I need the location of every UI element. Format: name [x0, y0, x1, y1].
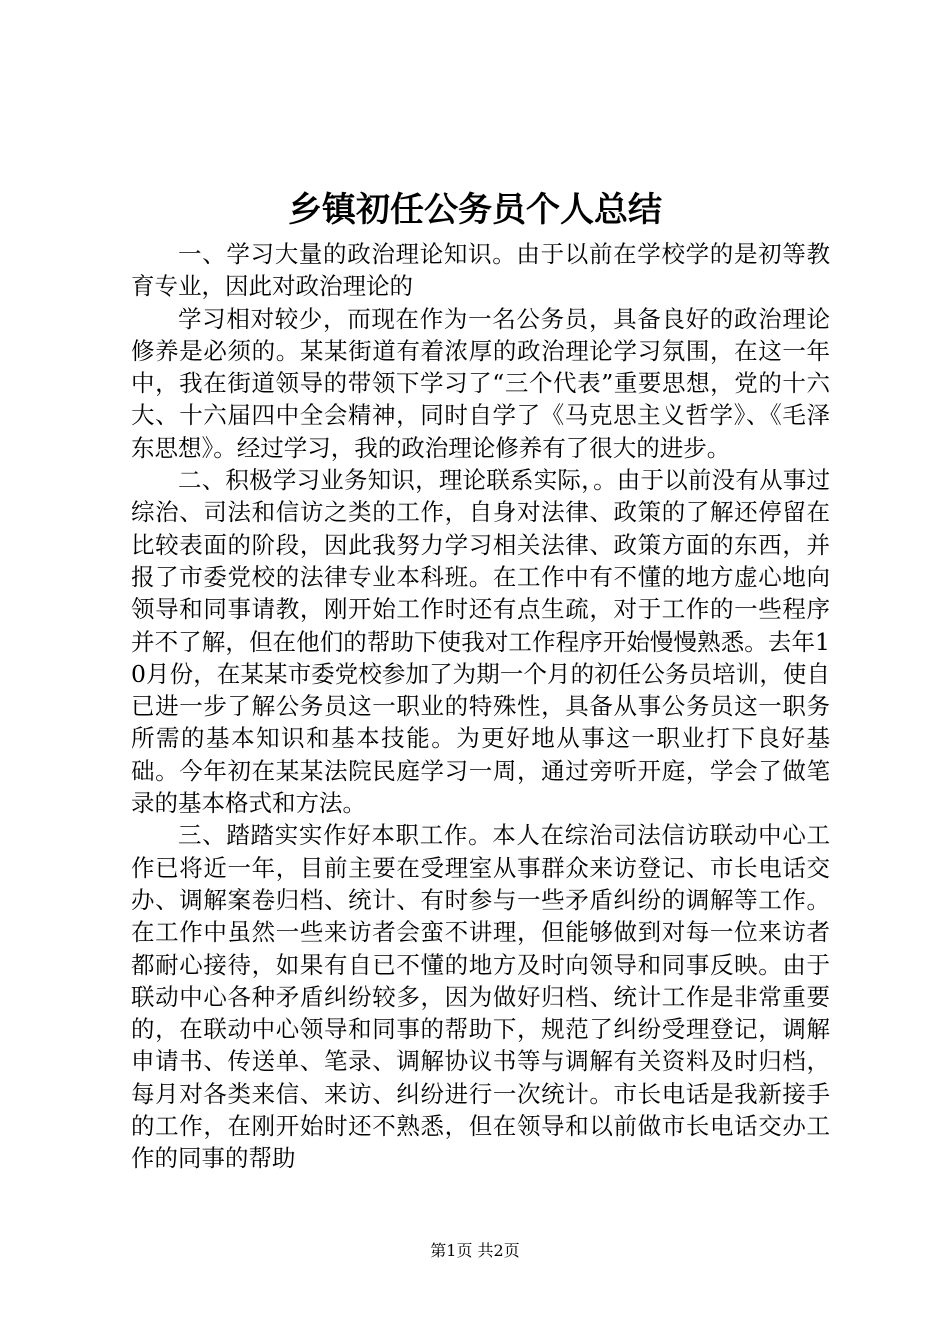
document-body: [131, 238, 830, 1175]
document-title: 乡镇初任公务员个人总结: [288, 190, 662, 230]
paragraph: 学习相对较少，而现在作为一名公务员，具备良好的政治理论修养是必须的。某某街道有着浓厚的政治理论学习氛围，在这一年中，我在街道领导的带领下学习了“三个代表”重要思想，党的十六大、十六届四中全会精神，同时自学了《马克思主义哲学》、《毛泽东思想》。经过学习，我的政治理论修养有了很大的进步。: [131, 304, 830, 462]
paragraph: 一、学习大量的政治理论知识。由于以前在学校学的是初等教育专业，因此对政治理论的: [131, 240, 830, 301]
paragraph: 二、积极学习业务知识，理论联系实际，。由于以前没有从事过综治、司法和信访之类的工作，自身对法律、政策的了解还停留在比较表面的阶段，因此我努力学习相关法律、政策方面的东西，并报了市委党校的法律专业本科班。在工作中有不懂的地方虚心地向领导和同事请教，刚开始工作时还有点生疏，对于工作的一些程序并不了解，但在他们的帮助下使我对工作程序开始慢慢熟悉。去年10月份，在某某市委党校参加了为期一个月的初任公务员培训，使自已进一步了解公务员这一职业的特殊性，具备从事公务员这一职务所需的基本知识和基本技能。为更好地从事这一职业打下良好基础。今年初在某某法院民庭学习一周，通过旁听开庭，学会了做笔录的基本格式和方法。: [131, 466, 830, 818]
paragraph: 三、踏踏实实作好本职工作。本人在综治司法信访联动中心工作已将近一年，目前主要在受理室从事群众来访登记、市长电话交办、调解案卷归档、统计、有时参与一些矛盾纠纷的调解等工作。在工作中虽然一些来访者会蛮不讲理，但能够做到对每一位来访者都耐心接待，如果有自已不懂的地方及时向领导和同事反映。由于联动中心各种矛盾纠纷较多，因为做好归档、统计工作是非常重要的，在联动中心领导和同事的帮助下，规范了纠纷受理登记，调解申请书、传送单、笔录、调解协议书等与调解有关资料及时归档，每月对各类来信、来访、纠纷进行一次统计。市长电话是我新接手的工作，在刚开始时还不熟悉，但在领导和以前做市长电话交办工作的同事的帮助: [131, 821, 830, 1173]
page-footer: 第1页 共2页: [430, 1241, 520, 1260]
